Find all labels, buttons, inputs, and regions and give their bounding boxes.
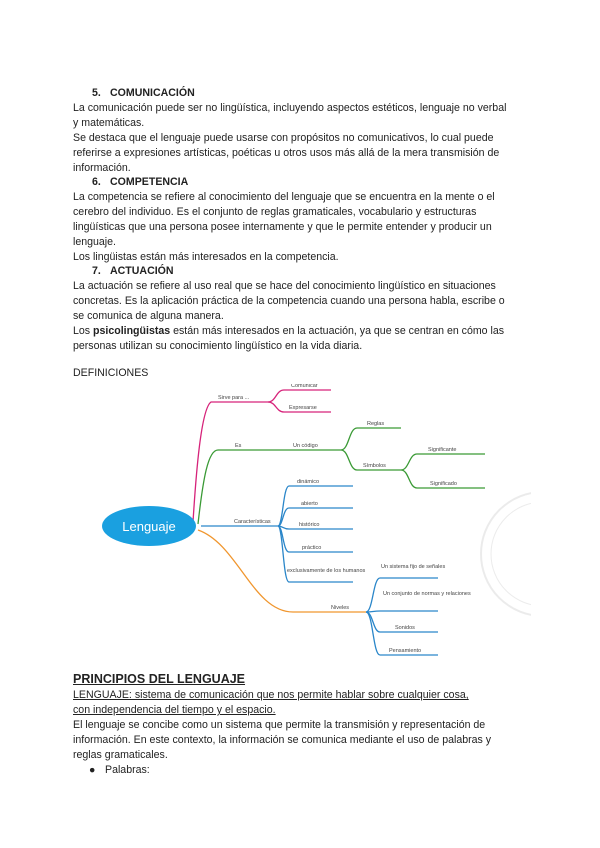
paragraph-line: lingüísticas que una persona posee internamente y que le permite entender y producir un	[73, 221, 492, 233]
mindmap-center-label: Lenguaje	[122, 519, 176, 534]
paragraph-line: La comunicación puede ser no lingüística, incluyendo aspectos estéticos, lenguaje no verbal	[73, 102, 507, 114]
mindmap-node-normas: Un conjunto de normas y relaciones	[383, 591, 471, 597]
mindmap-node-significado: Significado	[430, 481, 457, 487]
paragraph-line: información. En este contexto, la información se comunica mediante el uso de palabras y	[73, 734, 492, 746]
paragraph-line: reglas gramaticales.	[73, 749, 168, 761]
mindmap-node-codigo: Un código	[293, 443, 318, 449]
principios-title: PRINCIPIOS DEL LENGUAJE	[73, 672, 246, 686]
paragraph-line: y matemáticas.	[73, 117, 145, 129]
definition-line: LENGUAJE: sistema de comunicación que nos permite hablar sobre cualquier cosa,	[73, 689, 469, 701]
section-title: COMPETENCIA	[110, 176, 189, 188]
paragraph-line: personas utilizan su conocimiento lingüístico en la vida diaria.	[73, 340, 363, 352]
definition-line: con independencia del tiempo y el espacio.	[73, 704, 276, 716]
mindmap	[73, 384, 531, 664]
mindmap-node-es: Es	[235, 443, 242, 449]
paragraph-line: información.	[73, 162, 131, 174]
paragraph-line: concretas. Es la aplicación práctica de la competencia cuando una persona habla, escribe o	[73, 295, 505, 307]
section-heading	[92, 175, 188, 190]
bullet-icon: ●	[89, 764, 96, 776]
mindmap-node-pensamiento: Pensamiento	[389, 648, 422, 654]
mindmap-svg	[73, 384, 531, 664]
paragraph-line: Se destaca que el lenguaje puede usarse con propósitos no comunicativos, lo cual puede	[73, 132, 494, 144]
paragraph-line: La actuación se refiere al uso real que se hace del conocimiento lingüístico en situaciones	[73, 280, 496, 292]
section-title: ACTUACIÓN	[110, 265, 174, 277]
bullet-item	[89, 763, 549, 778]
section-number: 5.	[92, 87, 101, 99]
mindmap-node-reglas: Reglas	[367, 421, 385, 427]
paragraph-line: se comunica de alguna manera.	[73, 310, 224, 322]
paragraph-line: cerebro del individuo. Es el conjunto de reglas gramaticales, vocabulario y estructuras	[73, 206, 477, 218]
mindmap-node-sonidos: Sonidos	[395, 625, 415, 631]
mindmap-node-dinamico: dinámico	[297, 479, 320, 485]
mindmap-node-humanos: exclusivamente de los humanos	[287, 568, 366, 574]
paragraph-line: Los lingüistas están más interesados en la competencia.	[73, 251, 339, 263]
mindmap-node-abierto: abierto	[301, 501, 318, 507]
paragraph-line: referirse a expresiones artísticas, poéticas u otros usos más allá de la mera transmisión de	[73, 147, 500, 159]
mindmap-node-niveles: Niveles	[331, 605, 350, 611]
mindmap-node-sistema: Un sistema fijo de señales	[381, 564, 446, 570]
text-run: están más interesados en la actuación, ya que se centran en cómo las	[170, 325, 505, 337]
section-title: COMUNICACIÓN	[110, 87, 195, 99]
mindmap-node-historico: histórico	[299, 522, 320, 528]
bold-term: psicolingüistas	[93, 325, 171, 337]
section-heading	[92, 86, 195, 101]
definiciones-label: DEFINICIONES	[73, 367, 149, 379]
mindmap-node-simbolos: Símbolos	[363, 463, 386, 469]
section-number: 6.	[92, 176, 101, 188]
mindmap-node-caracteristicas: Características	[234, 519, 271, 525]
mindmap-node-sirve: Sirve para ...	[218, 395, 250, 401]
paragraph-line	[73, 324, 533, 339]
mindmap-node-expresarse: Expresarse	[289, 405, 317, 411]
paragraph-line: El lenguaje se concibe como un sistema que permite la transmisión y representación de	[73, 719, 486, 731]
seal-watermark	[481, 492, 531, 616]
mindmap-node-significante: Significante	[428, 447, 457, 453]
mindmap-node-practico: práctico	[302, 545, 322, 551]
paragraph-line: La competencia se refiere al conocimiento del lenguaje que se encuentra en la mente o el	[73, 191, 495, 203]
text-run: Los	[73, 325, 94, 337]
paragraph-line: lenguaje.	[73, 236, 117, 248]
bullet-label: Palabras:	[105, 764, 150, 776]
section-heading	[92, 264, 174, 279]
mindmap-node-comunicar: Comunicar	[291, 384, 318, 389]
section-number: 7.	[92, 265, 101, 277]
